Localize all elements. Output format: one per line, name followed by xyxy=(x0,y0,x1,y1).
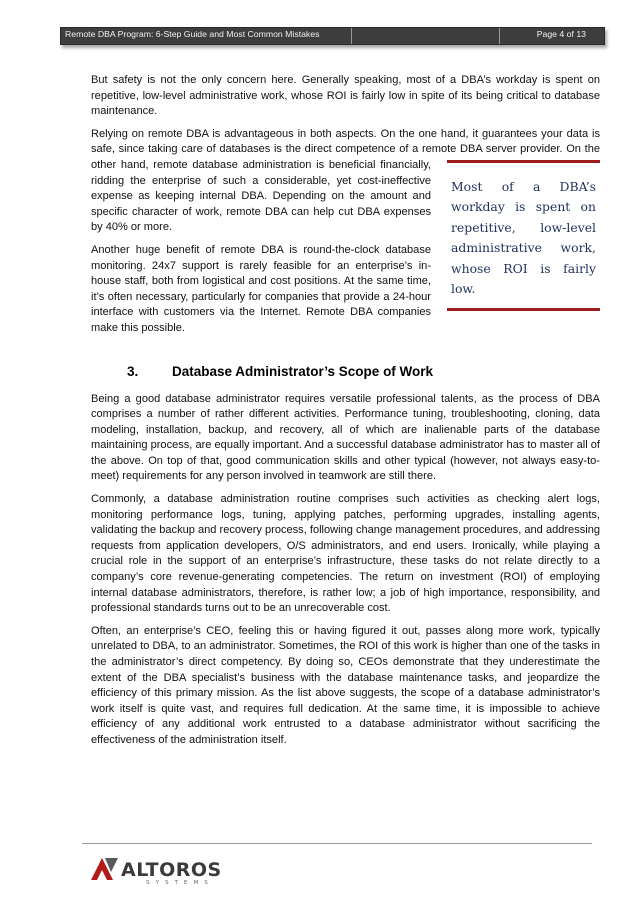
paragraph-text: On the other hand, remote database administration is beneficial financially, ridding the enterprise of such a considerable, yet cost-ineffective expense as keeping internal DBA. Depending on the amount and specific character of work, remote DBA can help cut DBA expenses by 40% or more. xyxy=(91,143,600,234)
paragraph-text: Relying on remote DBA is advantageous in both aspects. On the one hand, it guarantees your data is safe, since taking care of databases is the direct competence of a remote DBA server provider. xyxy=(91,127,600,156)
footer-rule xyxy=(82,843,592,844)
page-body xyxy=(91,73,600,756)
paragraph: Another huge benefit of remote DBA is round-the-clock database monitoring. 24x7 support is rarely feasible for an enterprise’s in-house staff, both from logistical and cost positions. At the same time, it’s often necessary, particularly for companies that provide a 24-hour interface with customers via the Internet. Remote DBA companies make this possible. xyxy=(91,243,431,334)
pull-quote: Most of a DBA’s workday is spent on repetitive, low-level administrative work, whose ROI is fairly low. xyxy=(447,160,600,311)
section-title: Database Administrator’s Scope of Work xyxy=(172,363,434,379)
paragraph: But safety is not the only concern here. Generally speaking, most of a DBA’s workday is spent on repetitive, low-level administrative work, whose ROI is fairly low in spite of its being critical to database maintenance. xyxy=(91,74,600,118)
paragraph: Commonly, a database administration routine comprises such activities as checking alert logs, monitoring performance logs, tuning, applying patches, performing upgrades, installing agents, validating the backup and recovery process, following change management procedures, and addressing requests from application developers, O/S administrators, and end users. Ironically, while playing a crucial role in the support of an enterprise’s infrastructure, these tasks do not relate directly to a company’s core revenue-generating competencies. The return on investment (ROI) of employing internal database administrators, therefore, is rather low; a job of high importance, responsibility, and professional standards turns out to be an unrecoverable cost. xyxy=(91,493,600,615)
paragraph: Often, an enterprise’s CEO, feeling this or having figured it out, passes along more work, typically unrelated to DBA, to an administrator. Sometimes, the ROI of this work is higher than one of the tasks in the administrator’s direct competency. By doing so, CEOs demonstrate that they underestimate the extent of the DBA specialist’s business with the database maintenance tasks, and jeopardize the efficiency of this primary mission. As the list above suggests, the scope of a database administrator’s work itself is quite vast, and requires full dedication. At the same time, it is impossible to achieve efficiency of any additional work entrusted to a database administrator without sacrificing the effectiveness of the administration itself. xyxy=(91,624,600,746)
running-header xyxy=(60,27,605,45)
header-divider xyxy=(351,28,352,44)
logo-wordmark: ALTOROS xyxy=(121,859,222,881)
section-heading xyxy=(127,364,600,379)
paragraph: Being a good database administrator requires versatile professional talents, as the process of DBA comprises a number of rather different activities. Performance tuning, troubleshooting, cloning, data modeling, installation, backup, and recovery, all of which are inalienable parts of the database maintaining process, are equally important. And a successful database administrator has to master all of the above. On top of that, good communication skills and other typical (however, not always easy-to-meet) requirements for any person involved in teamwork are still there. xyxy=(91,392,600,483)
altoros-logo xyxy=(88,852,238,886)
logo-subtext: SYSTEMS xyxy=(146,880,214,886)
document-title: Remote DBA Program: 6-Step Guide and Most Common Mistakes xyxy=(65,29,320,39)
section-number: 3. xyxy=(127,363,139,379)
header-divider xyxy=(499,28,500,44)
logo-mark-icon xyxy=(91,858,118,880)
page-number: Page 4 of 13 xyxy=(536,29,586,39)
